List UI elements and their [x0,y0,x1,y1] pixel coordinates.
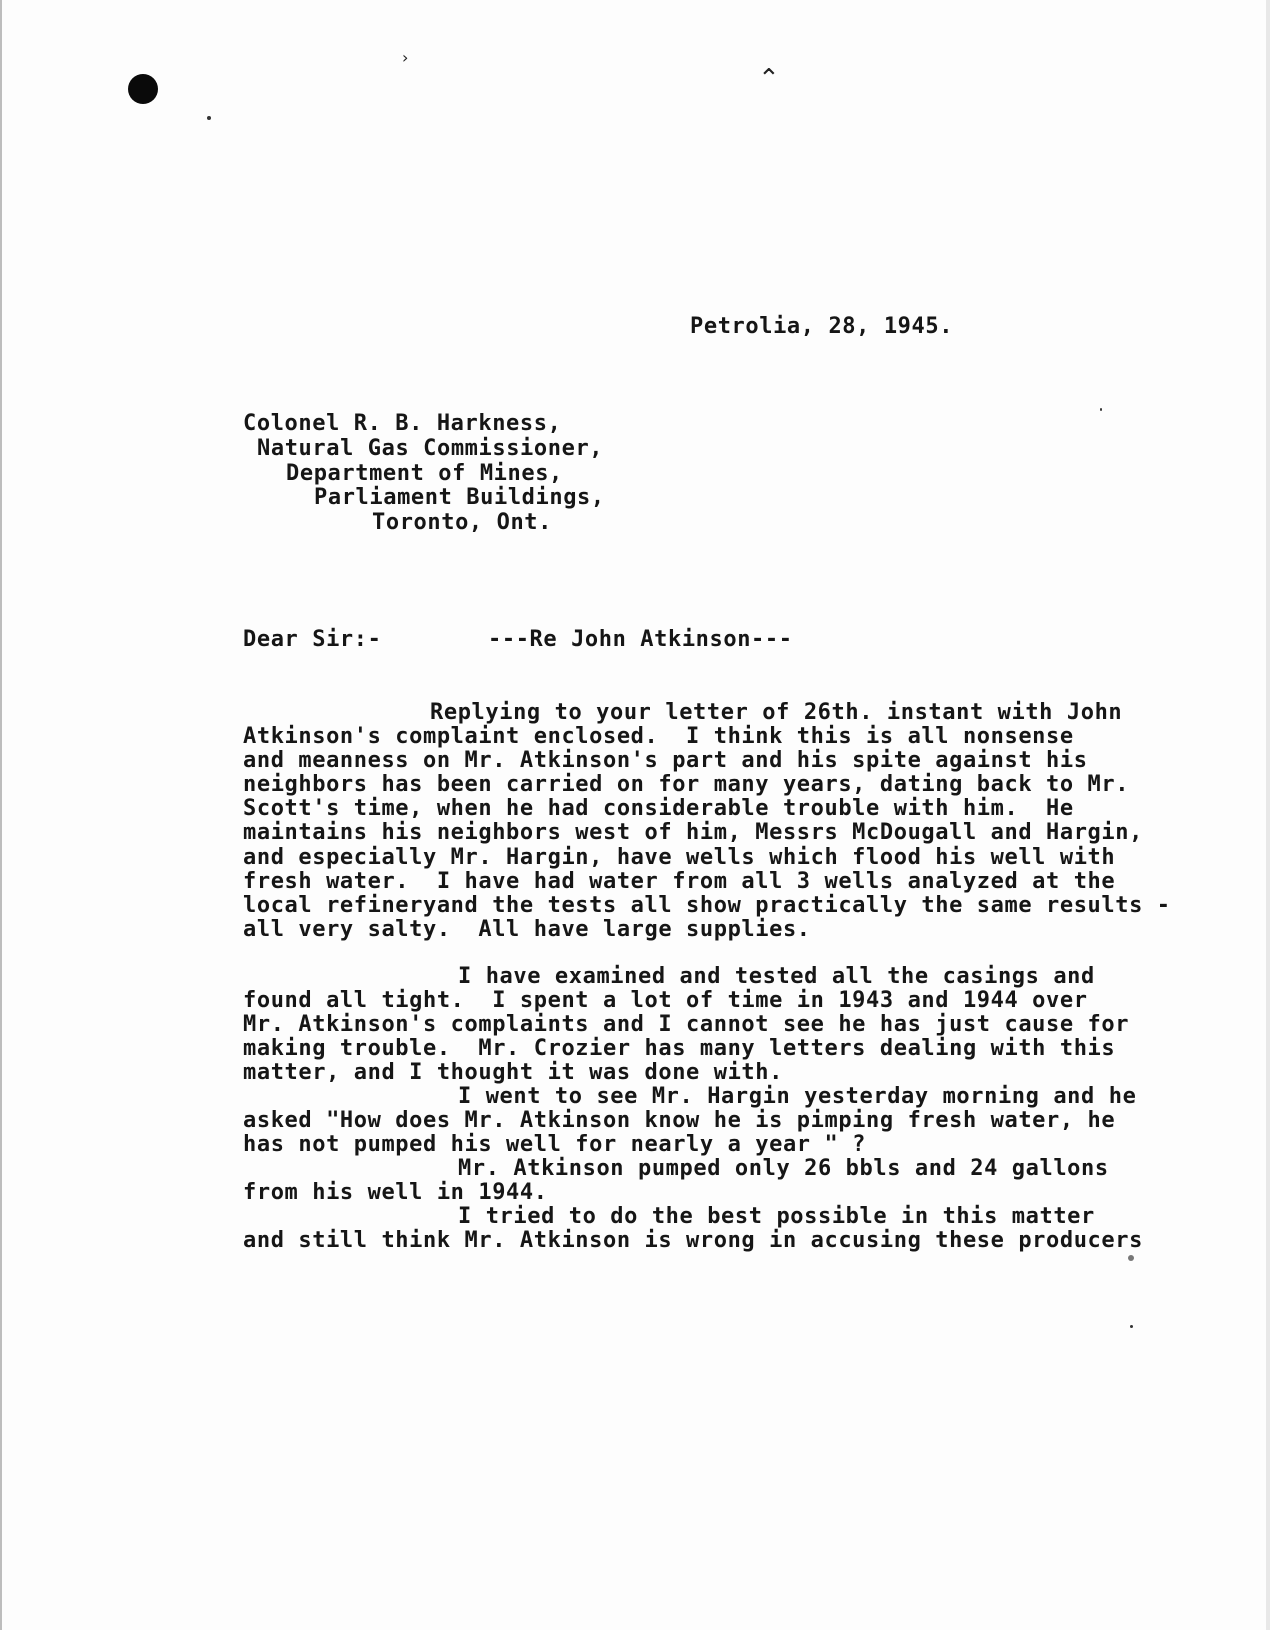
body-line: and especially Mr. Hargin, have wells which flood his well with [243,845,1116,870]
body-line: I went to see Mr. Hargin yesterday morning and he [458,1084,1137,1109]
body-line: fresh water. I have had water from all 3 wells analyzed at the [243,869,1116,894]
stray-mark: ⌃ [758,64,780,94]
ink-speck [1130,1325,1133,1328]
address-line-4: Parliament Buildings, [314,485,605,510]
body-line: Mr. Atkinson pumped only 26 bbls and 24 gallons [458,1156,1109,1181]
page-edge-left [0,0,2,1630]
page-edge-right [1266,0,1270,1630]
body-line: matter, and I thought it was done with. [243,1060,783,1085]
body-line: and still think Mr. Atkinson is wrong in accusing these producers [243,1228,1143,1253]
punch-hole [128,74,158,104]
ink-speck [207,116,211,120]
stray-mark: › [402,48,409,67]
ink-speck [1100,408,1102,411]
body-line: I have examined and tested all the casings and [458,964,1095,989]
body-line: I tried to do the best possible in this matter [458,1204,1095,1229]
body-line: asked "How does Mr. Atkinson know he is pimping fresh water, he [243,1108,1116,1133]
body-line: maintains his neighbors west of him, Messrs McDougall and Hargin, [243,820,1143,845]
address-line-2: Natural Gas Commissioner, [257,436,604,461]
address-line-3: Department of Mines, [286,461,563,486]
body-line: has not pumped his well for nearly a year " ? [243,1132,867,1157]
subject-line: ---Re John Atkinson--- [488,627,793,652]
body-line: Mr. Atkinson's complaints and I cannot see he has just cause for [243,1012,1130,1037]
body-line: found all tight. I spent a lot of time in 1943 and 1944 over [243,988,1088,1013]
address-line-5: Toronto, Ont. [372,510,552,535]
body-line: Replying to your letter of 26th. instant with John [430,700,1123,725]
body-line: Atkinson's complaint enclosed. I think this is all nonsense [243,724,1074,749]
body-line: neighbors has been carried on for many years, dating back to Mr. [243,772,1130,797]
salutation: Dear Sir:- [243,627,382,652]
body-line: from his well in 1944. [243,1180,548,1205]
body-line: Scott's time, when he had considerable trouble with him. He [243,796,1074,821]
body-line: local refineryand the tests all show practically the same results - [243,893,1171,918]
dateline: Petrolia, 28, 1945. [690,314,954,339]
body-line: all very salty. All have large supplies. [243,917,811,942]
body-line: and meanness on Mr. Atkinson's part and his spite against his [243,748,1088,773]
address-line-1: Colonel R. B. Harkness, [243,411,562,436]
ink-smudge [1128,1255,1134,1261]
body-line: making trouble. Mr. Crozier has many letters dealing with this [243,1036,1116,1061]
